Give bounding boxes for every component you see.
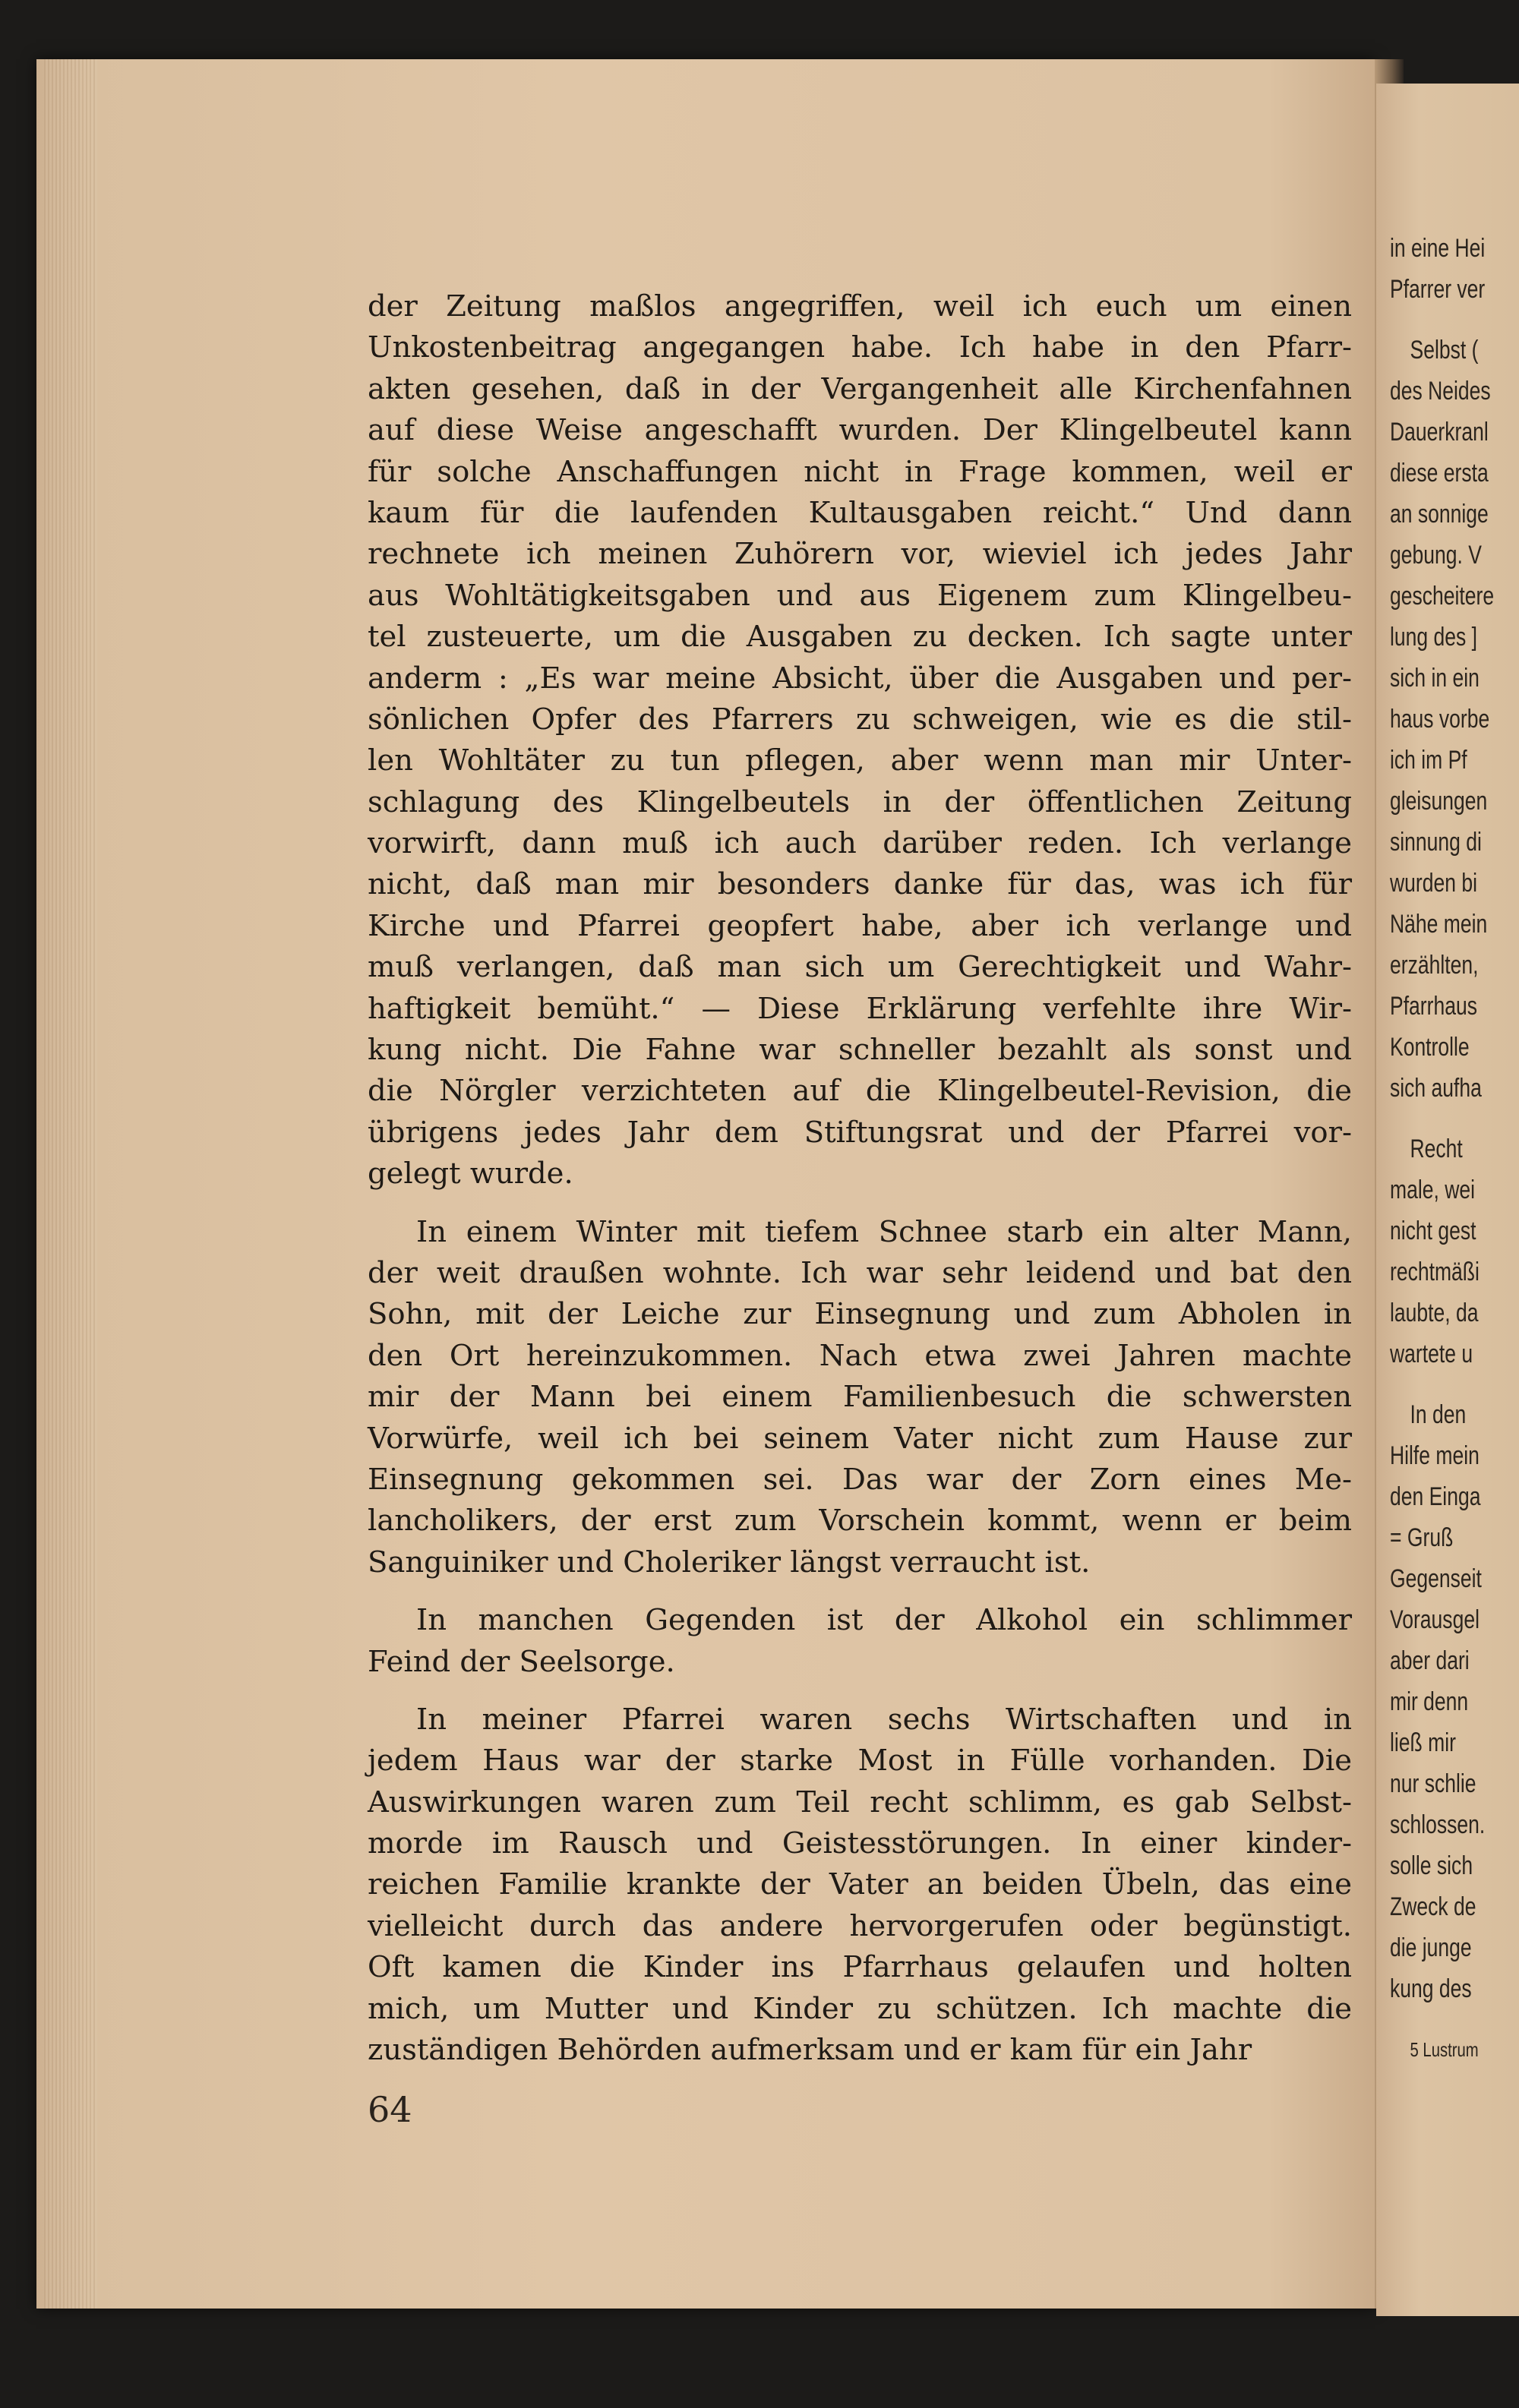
text-line: Einsegnung gekommen sei. Das war der Zorn eines Me- — [368, 1462, 1352, 1497]
text-line: der Zeitung maßlos angegriffen, weil ich euch um einen — [368, 289, 1352, 323]
text-line: In meiner Pfarrei waren sechs Wirtschaften und in — [416, 1702, 1352, 1737]
facing-page-text — [1390, 228, 1519, 2070]
page-edge — [44, 59, 97, 2309]
text-line: mir der Mann bei einem Familienbesuch die schwersten — [368, 1380, 1352, 1415]
text-line: nicht, daß man mir besonders danke für das, was ich für — [368, 867, 1352, 902]
facing-text-line: den Einga — [1390, 1482, 1481, 1511]
text-line: Sohn, mit der Leiche zur Einsegnung und zum Abholen in — [368, 1297, 1352, 1332]
facing-text-line: gleisungen — [1390, 787, 1488, 816]
text-line: vielleicht durch das andere hervorgerufen oder begünstigt. — [368, 1908, 1352, 1943]
paragraph — [368, 1212, 1352, 1584]
text-line: muß verlangen, daß man sich um Gerechtigkeit und Wahr- — [368, 950, 1352, 985]
facing-text-line: wartete u — [1390, 1340, 1473, 1368]
text-line: In einem Winter mit tiefem Schnee starb ein alter Mann, — [416, 1214, 1352, 1249]
facing-text-line: die junge — [1390, 1933, 1472, 1962]
text-line: anderm : „Es war meine Absicht, über die Ausgaben und per- — [368, 661, 1352, 696]
facing-text-line: = Gruß — [1390, 1523, 1454, 1552]
text-line: mich, um Mutter und Kinder zu schützen. Ich machte die — [368, 1991, 1352, 2026]
facing-text-line: mir denn — [1390, 1687, 1469, 1716]
paragraph — [368, 1699, 1352, 2072]
text-line: für solche Anschaffungen nicht in Frage kommen, weil er — [368, 454, 1352, 489]
facing-text-line: ich im Pf — [1390, 746, 1467, 775]
facing-text-line: sich in ein — [1390, 664, 1480, 693]
text-line: gelegt wurde. — [368, 1157, 573, 1191]
text-line: len Wohltäter zu tun pflegen, aber wenn man mir Unter- — [368, 743, 1352, 778]
text-line: lancholikers, der erst zum Vorschein kommt, wenn er beim — [368, 1504, 1352, 1539]
facing-text-line: haus vorbe — [1390, 705, 1490, 734]
text-line: tel zusteuerte, um die Ausgaben zu decken. Ich sagte unter — [368, 620, 1352, 655]
facing-text-line: Recht — [1410, 1135, 1463, 1163]
text-line: kung nicht. Die Fahne war schneller bezahlt als sonst und — [368, 1033, 1352, 1068]
facing-text-line: laubte, da — [1390, 1299, 1479, 1327]
facing-text-line: aber dari — [1390, 1646, 1470, 1675]
book-page — [36, 59, 1375, 2309]
text-line: Sanguiniker und Choleriker längst verraucht ist. — [368, 1545, 1091, 1580]
facing-text-line: Hilfe mein — [1390, 1441, 1480, 1470]
text-line: schlagung des Klingelbeutels in der öffentlichen Zeitung — [368, 784, 1352, 819]
facing-text-line: nicht gest — [1390, 1217, 1476, 1245]
text-line: rechnete ich meinen Zuhörern vor, wieviel ich jedes Jahr — [368, 537, 1352, 572]
text-line: Auswirkungen waren zum Teil recht schlimm, es gab Selbst- — [368, 1785, 1352, 1819]
text-line: vorwirft, dann muß ich auch darüber reden. Ich verlange — [368, 826, 1352, 861]
text-line: reichen Familie krankte der Vater an beiden Übeln, das eine — [368, 1867, 1352, 1902]
text-line: aus Wohltätigkeitsgaben und aus Eigenem zum Klingelbeu- — [368, 578, 1352, 613]
facing-text-line: gescheitere — [1390, 582, 1495, 611]
text-line: sönlichen Opfer des Pfarrers zu schweigen, wie es die stil- — [368, 702, 1352, 737]
text-line: Kirche und Pfarrei geopfert habe, aber ich verlange und — [368, 908, 1352, 943]
page-text — [368, 286, 1352, 2071]
text-line: Vorwürfe, weil ich bei seinem Vater nicht zum Hause zur — [368, 1421, 1352, 1456]
facing-text-line: Kontrolle — [1390, 1033, 1470, 1062]
text-line: der weit draußen wohnte. Ich war sehr leidend und bat den — [368, 1255, 1352, 1290]
facing-text-line: In den — [1410, 1400, 1467, 1429]
facing-text-line: Dauerkranl — [1390, 418, 1489, 447]
text-line: morde im Rausch und Geistesstörungen. In einer kinder- — [368, 1826, 1352, 1861]
facing-text-line: gebung. V — [1390, 541, 1482, 570]
text-line: akten gesehen, daß in der Vergangenheit alle Kirchenfahnen — [368, 371, 1352, 406]
paragraph — [368, 1600, 1352, 1683]
paragraph — [368, 286, 1352, 1195]
facing-text-line: Pfarrer ver — [1390, 275, 1486, 304]
facing-text-line: rechtmäßi — [1390, 1258, 1480, 1286]
facing-footnote: 5 Lustrum — [1410, 2038, 1479, 2061]
text-line: Feind der Seelsorge. — [368, 1644, 675, 1679]
facing-text-line: an sonnige — [1390, 500, 1489, 529]
facing-text-line: Selbst ( — [1410, 336, 1479, 365]
text-line: die Nörgler verzichteten auf die Klingelbeutel-Revision, die — [368, 1074, 1352, 1109]
text-line: In manchen Gegenden ist der Alkohol ein schlimmer — [416, 1603, 1352, 1638]
text-line: auf diese Weise angeschafft wurden. Der Klingelbeutel kann — [368, 413, 1352, 448]
facing-text-line: wurden bi — [1390, 869, 1477, 898]
facing-text-line: erzählten, — [1390, 951, 1479, 980]
facing-text-line: Vorausgel — [1390, 1605, 1480, 1634]
facing-text-line: in eine Hei — [1390, 234, 1486, 263]
text-line: Unkostenbeitrag angegangen habe. Ich habe in den Pfarr- — [368, 330, 1352, 365]
text-line: den Ort hereinzukommen. Nach etwa zwei Jahren machte — [368, 1338, 1352, 1373]
facing-text-line: sich aufha — [1390, 1074, 1482, 1103]
facing-text-line: male, wei — [1390, 1176, 1476, 1204]
text-line: zuständigen Behörden aufmerksam und er kam für ein Jahr — [368, 2033, 1252, 2068]
text-line: haftigkeit bemüht.“ — Diese Erklärung verfehlte ihre Wir- — [368, 991, 1352, 1026]
text-line: übrigens jedes Jahr dem Stiftungsrat und der Pfarrei vor- — [368, 1115, 1352, 1150]
facing-text-line: lung des ] — [1390, 623, 1478, 652]
page-number: 64 — [368, 2089, 412, 2130]
text-line: kaum für die laufenden Kultausgaben reicht.“ Und dann — [368, 495, 1352, 530]
facing-page — [1376, 84, 1519, 2316]
text-line: jedem Haus war der starke Most in Fülle vorhanden. Die — [368, 1744, 1352, 1778]
facing-text-line: solle sich — [1390, 1851, 1473, 1880]
text-line: Oft kamen die Kinder ins Pfarrhaus gelaufen und holten — [368, 1950, 1352, 1985]
facing-text-line: sinnung di — [1390, 828, 1482, 857]
facing-text-line: nur schlie — [1390, 1769, 1476, 1798]
facing-text-line: Gegenseit — [1390, 1564, 1482, 1593]
facing-text-line: diese ersta — [1390, 459, 1489, 488]
facing-text-line: ließ mir — [1390, 1728, 1456, 1757]
facing-text-line: Nähe mein — [1390, 910, 1488, 939]
facing-text-line: Zweck de — [1390, 1892, 1476, 1921]
facing-text-line: kung des — [1390, 1974, 1472, 2003]
facing-text-line: des Neides — [1390, 377, 1491, 406]
facing-text-line: schlossen. — [1390, 1810, 1486, 1839]
facing-text-line: Pfarrhaus — [1390, 992, 1477, 1021]
